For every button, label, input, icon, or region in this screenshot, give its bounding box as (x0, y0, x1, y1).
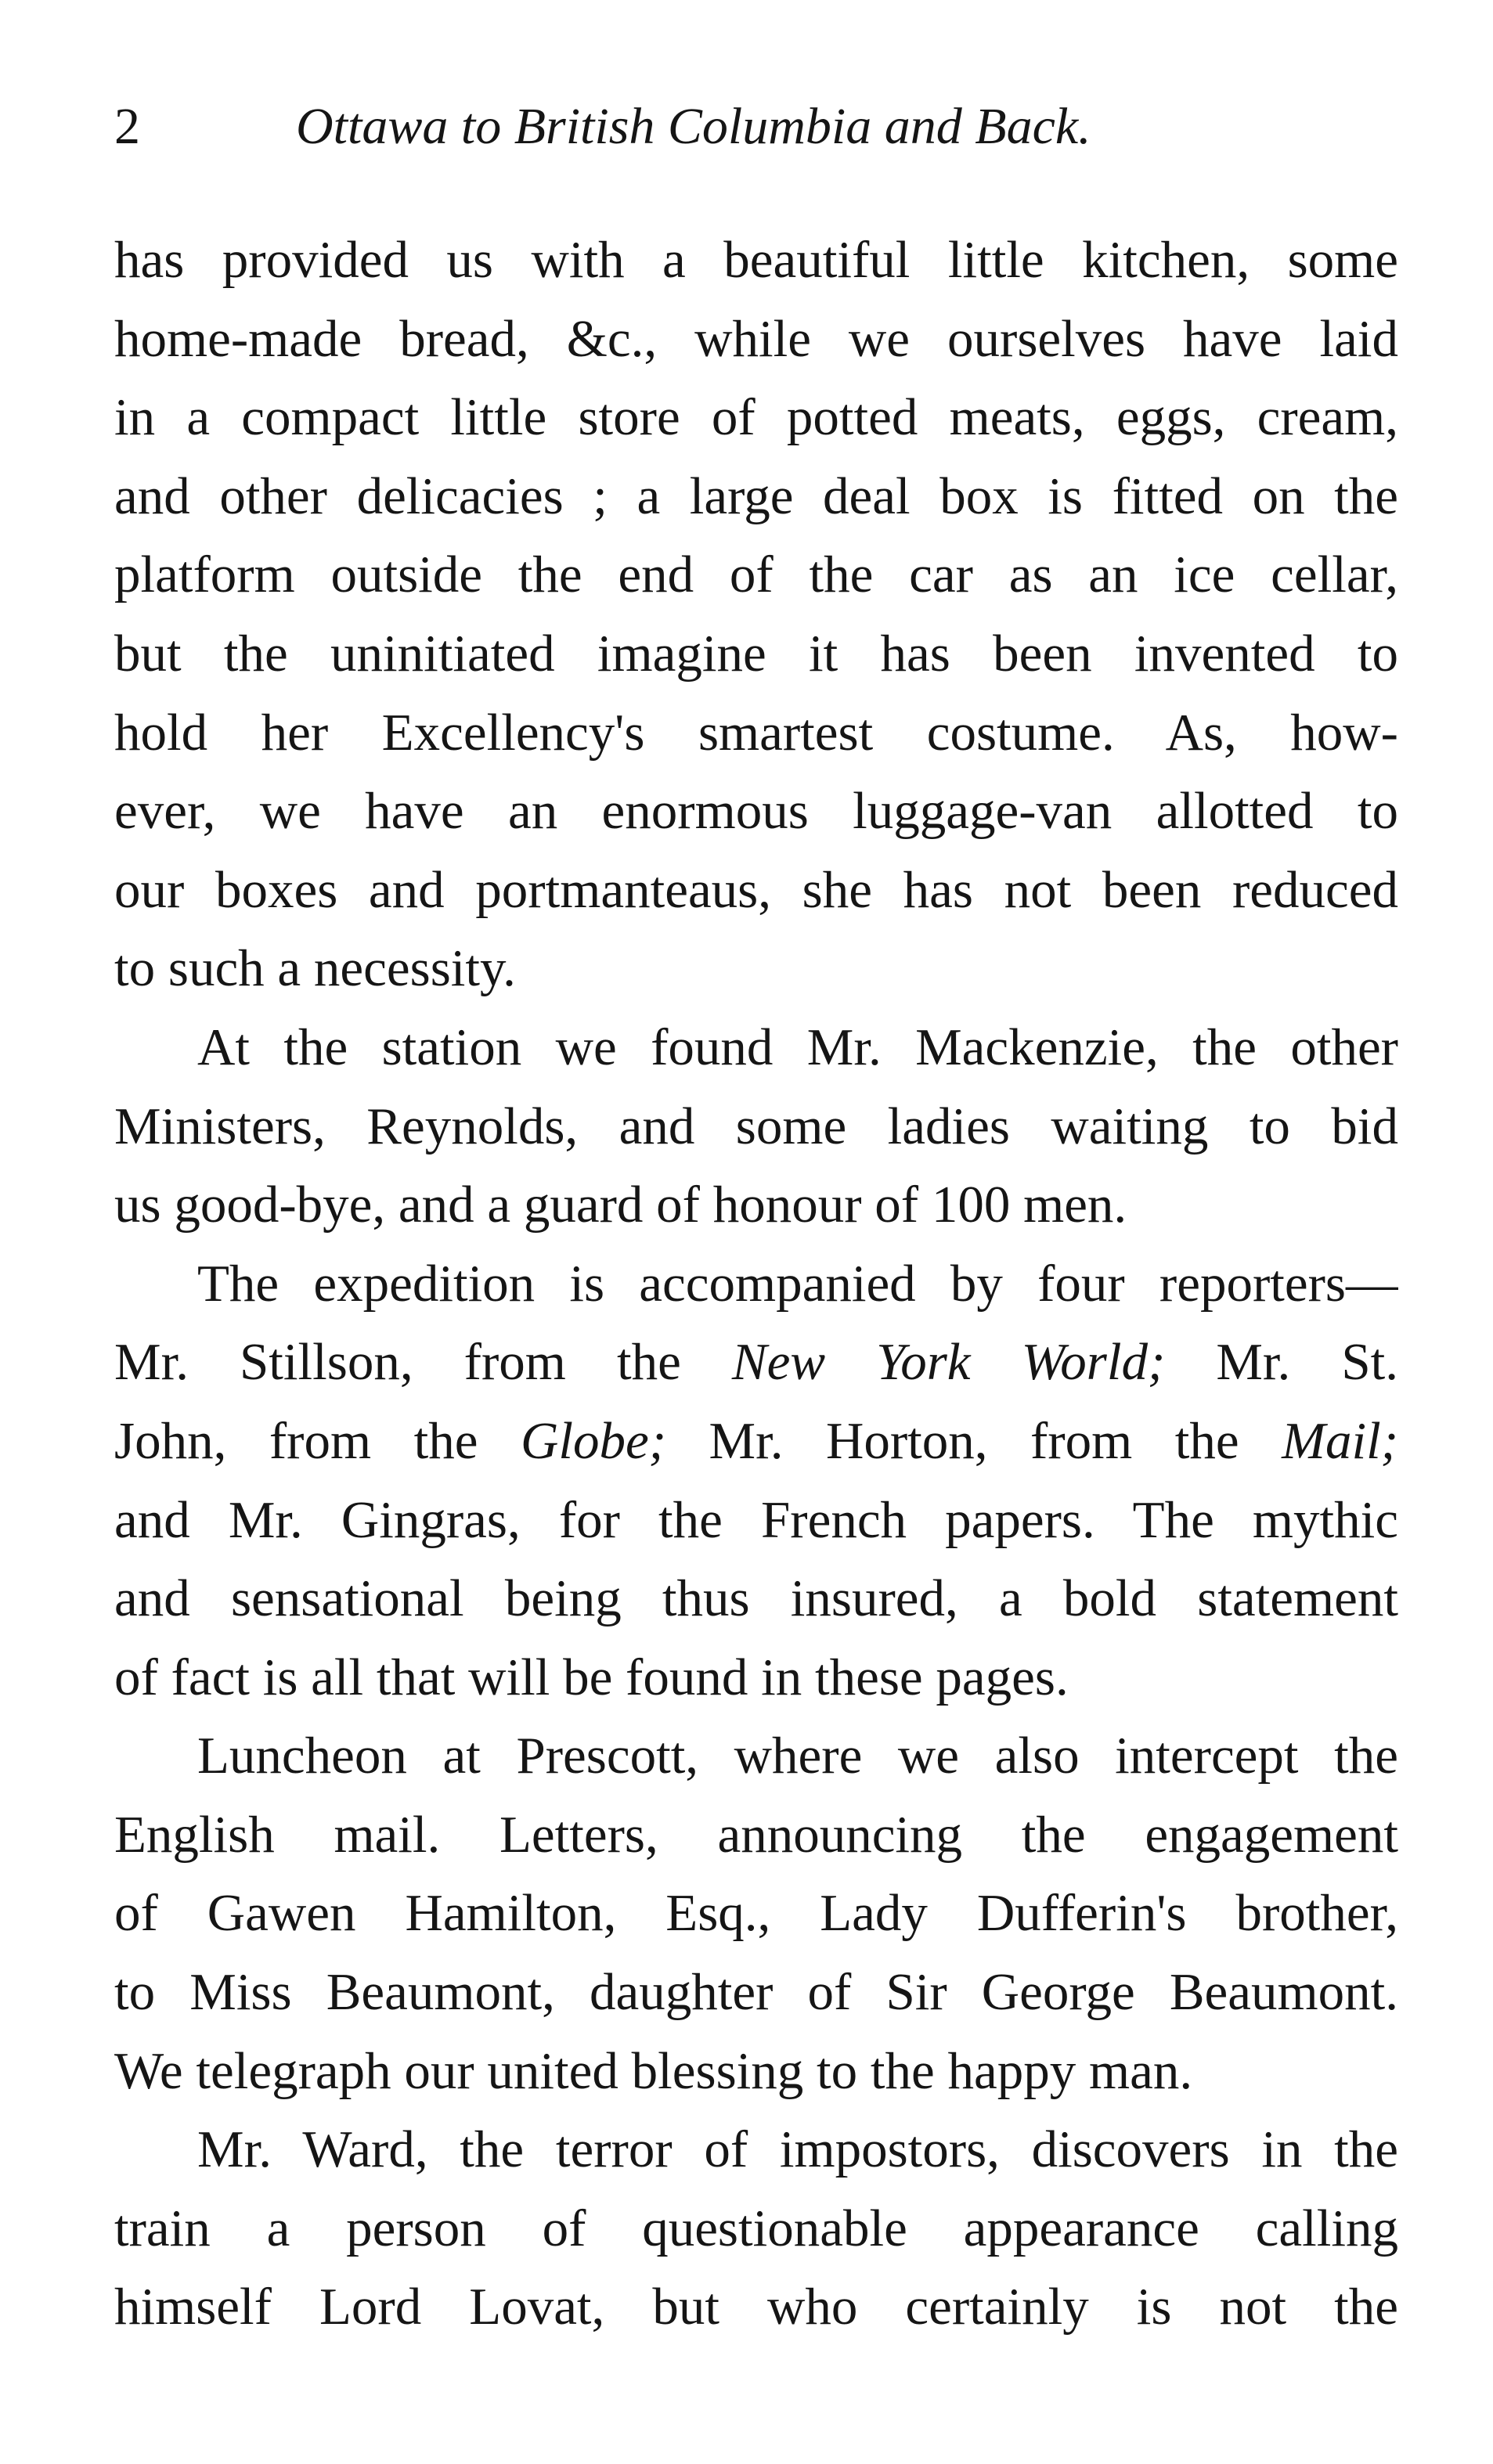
paragraph-first-line: Luncheon at Prescott, where we also intercept the (197, 1727, 1398, 1785)
text-line: of Gawen Hamilton, Esq., Lady Dufferin's brother, (114, 1884, 1398, 1943)
text-line: has provided us with a beautiful little kitchen, some (114, 231, 1398, 289)
paragraph-first-line: The expedition is accompanied by four reporters— (197, 1254, 1398, 1313)
text-line: train a person of questionable appearance calling (114, 2199, 1398, 2257)
page-number: 2 (114, 98, 140, 155)
body-text (114, 221, 1398, 2347)
text-line: to Miss Beaumont, daughter of Sir George Beaumont. (114, 1963, 1398, 2022)
text-line: hold her Excellency's smartest costume. As, how- (114, 703, 1398, 762)
text-line: and sensational being thus insured, a bold statement (114, 1569, 1398, 1628)
running-title: Ottawa to British Columbia and Back. (296, 98, 1091, 155)
text-line (114, 1323, 1398, 1402)
text-line: English mail. Letters, announcing the engagement (114, 1805, 1398, 1864)
newspaper-title: Mail; (1282, 1411, 1398, 1470)
paragraph-first-line: At the station we found Mr. Mackenzie, the other (197, 1018, 1398, 1076)
text-line: Ministers, Reynolds, and some ladies waiting to bid (114, 1097, 1398, 1155)
text-line: and other delicacies ; a large deal box is fitted on the (114, 467, 1398, 525)
text-line: We telegraph our united blessing to the happy man. (114, 2041, 1193, 2100)
text-line: home-made bread, &c., while we ourselves have laid (114, 309, 1398, 368)
text-line: of fact is all that will be found in these pages. (114, 1648, 1069, 1706)
text-line: to such a necessity. (114, 939, 516, 998)
text-line (114, 1402, 1398, 1481)
newspaper-title: New York World; (731, 1333, 1166, 1392)
text-line: us good-bye, and a guard of honour of 100 men. (114, 1176, 1127, 1234)
paragraph-first-line: Mr. Ward, the terror of impostors, discovers in the (197, 2120, 1398, 2179)
text-run: Mr. Horton, from the (666, 1411, 1282, 1470)
newspaper-title: Globe; (520, 1411, 666, 1470)
text-run: John, from the (114, 1411, 521, 1470)
text-run: Mr. Stillson, from the (114, 1333, 732, 1392)
text-run: Mr. St. (1165, 1333, 1398, 1392)
text-line: ever, we have an enormous luggage-van allotted to (114, 782, 1398, 841)
text-line: in a compact little store of potted meats, eggs, cream, (114, 388, 1398, 447)
text-line: and Mr. Gingras, for the French papers. The mythic (114, 1490, 1398, 1549)
text-line: platform outside the end of the car as an ice cellar, (114, 546, 1398, 604)
text-line: himself Lord Lovat, but who certainly is not the (114, 2278, 1398, 2336)
running-head (114, 88, 1398, 166)
text-line: but the uninitiated imagine it has been invented to (114, 624, 1398, 683)
text-line: our boxes and portmanteaus, she has not been reduced (114, 860, 1398, 919)
